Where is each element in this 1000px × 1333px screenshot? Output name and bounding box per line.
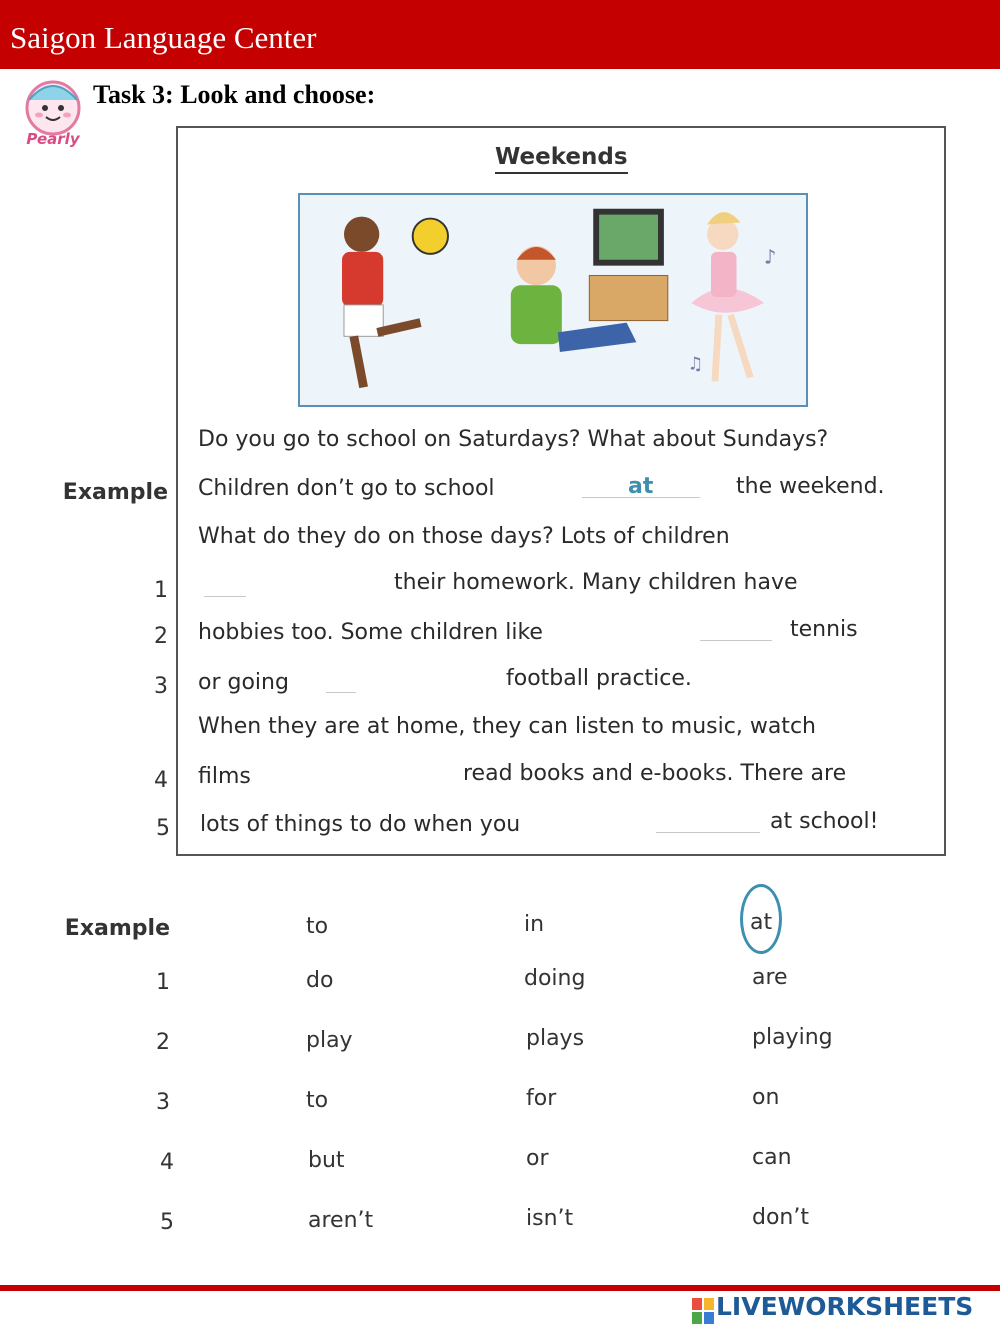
question-number-2: 2 <box>154 624 168 649</box>
option-2-a[interactable]: play <box>306 1028 353 1053</box>
header-title: Saigon Language Center <box>10 20 317 55</box>
option-1-b[interactable]: doing <box>524 966 586 991</box>
options-row-4-label: 4 <box>160 1150 174 1175</box>
svg-text:♪: ♪ <box>763 245 777 269</box>
liveworksheets-logo-icon <box>692 1296 714 1326</box>
svg-text:♫: ♫ <box>687 354 704 375</box>
option-1-a[interactable]: do <box>306 968 334 993</box>
pearly-logo <box>15 78 91 148</box>
footballer-head <box>344 217 379 252</box>
answer-blank-1[interactable] <box>204 596 246 597</box>
reading-line-example-b: the weekend. <box>736 474 885 499</box>
option-example-c[interactable]: at <box>750 910 773 935</box>
example-label: Example <box>62 480 168 505</box>
answer-blank-2[interactable] <box>700 640 772 641</box>
tv-stand <box>589 275 668 320</box>
options-row-5-label: 5 <box>160 1210 174 1235</box>
boy-hoodie <box>511 285 562 344</box>
option-4-b[interactable]: or <box>526 1146 549 1171</box>
footballer-shirt <box>342 252 383 307</box>
football <box>413 219 448 254</box>
question-number-1: 1 <box>154 578 168 603</box>
option-example-a[interactable]: to <box>306 914 329 939</box>
logo-text: Pearly <box>26 130 80 148</box>
reading-line-7: When they are at home, they can listen to music, watch <box>198 714 816 739</box>
reading-line-q5-a: lots of things to do when you <box>200 812 521 837</box>
reading-line-3: What do they do on those days? Lots of children <box>198 524 730 549</box>
option-5-b[interactable]: isn’t <box>526 1206 574 1231</box>
options-row-2-label: 2 <box>156 1030 170 1055</box>
footer-divider <box>0 1285 1000 1291</box>
weekend-illustration <box>298 193 808 407</box>
question-number-5: 5 <box>156 816 170 841</box>
liveworksheets-brand[interactable]: LIVEWORKSHEETS <box>716 1292 974 1321</box>
option-3-b[interactable]: for <box>526 1086 557 1111</box>
question-number-4: 4 <box>154 768 168 793</box>
option-1-c[interactable]: are <box>752 965 788 990</box>
reading-line-q5-b: at school! <box>770 809 879 834</box>
answer-blank-3[interactable] <box>326 692 356 693</box>
options-row-1-label: 1 <box>156 970 170 995</box>
options-row-3-label: 3 <box>156 1090 170 1115</box>
option-5-a[interactable]: aren’t <box>308 1208 374 1233</box>
answer-blank-5[interactable] <box>656 832 760 833</box>
reading-line-q2-b: tennis <box>790 617 858 642</box>
option-2-b[interactable]: plays <box>526 1026 585 1051</box>
reading-line-q1: their homework. Many children have <box>394 570 798 595</box>
option-5-c[interactable]: don’t <box>752 1205 809 1230</box>
task-title: Task 3: Look and choose: <box>93 80 376 109</box>
option-4-c[interactable]: can <box>752 1145 792 1170</box>
option-3-c[interactable]: on <box>752 1085 780 1110</box>
reading-line-q4-a: films <box>198 764 251 789</box>
option-4-a[interactable]: but <box>308 1148 345 1173</box>
header-bar <box>0 0 1000 69</box>
question-number-3: 3 <box>154 674 168 699</box>
reading-line-q4-b: read books and e-books. There are <box>463 761 847 786</box>
reading-line-q3-b: football practice. <box>506 666 692 691</box>
option-example-b[interactable]: in <box>524 912 545 937</box>
reading-line-intro: Do you go to school on Saturdays? What about Sundays? <box>198 427 829 452</box>
option-2-c[interactable]: playing <box>752 1025 833 1050</box>
reading-line-example-a: Children don’t go to school <box>198 476 495 501</box>
reading-line-q2-a: hobbies too. Some children like <box>198 620 543 645</box>
reading-title: Weekends <box>495 144 628 174</box>
options-example-label: Example <box>64 916 170 941</box>
option-3-a[interactable]: to <box>306 1088 329 1113</box>
reading-line-q3-a: or going <box>198 670 289 695</box>
example-answer: at <box>628 474 654 499</box>
